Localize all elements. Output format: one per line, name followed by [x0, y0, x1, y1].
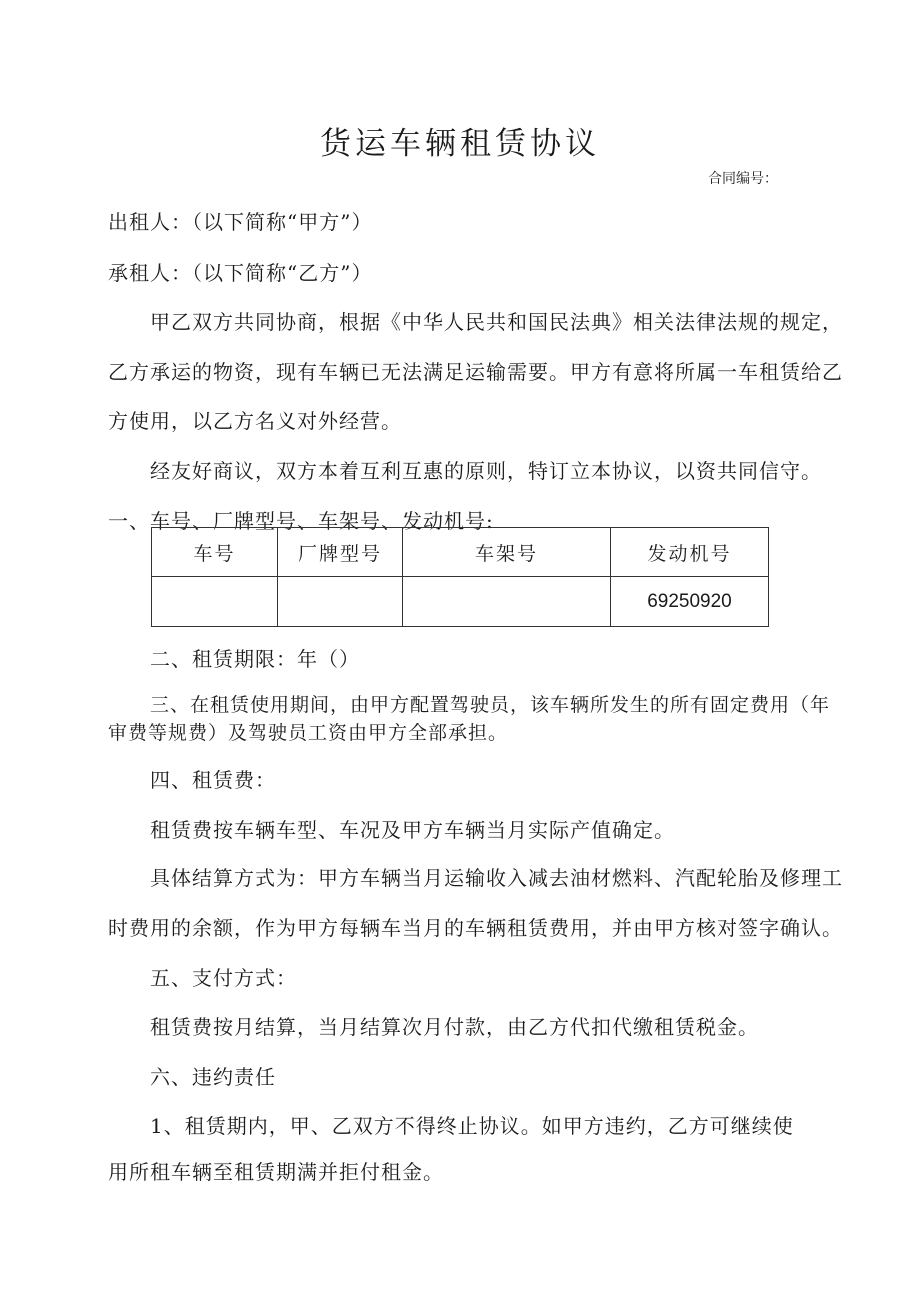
- contract-number-label: 合同编号：: [708, 171, 778, 187]
- table-header-cell: 车架号: [403, 528, 611, 577]
- lessee-line: 承租人：（以下简称“乙方”）: [108, 261, 373, 285]
- preamble-line-3: 方使用，以乙方名义对外经营。: [108, 409, 402, 433]
- table-header-cell: 厂牌型号: [278, 528, 403, 577]
- agreement-statement: 经友好商议，双方本着互利互惠的原则，特订立本协议，以资共同信守。: [150, 459, 822, 483]
- section-3-line-2: 审费等规费）及驾驶员工资由甲方全部承担。: [108, 722, 509, 744]
- section-6-item-1-line-2: 用所租车辆至租赁期满并拒付租金。: [108, 1160, 444, 1184]
- section-6-item-1-line-1: 1、租赁期内，甲、乙双方不得终止协议。如甲方违约，乙方可继续使: [150, 1114, 794, 1138]
- section-6-heading: 六、违约责任: [150, 1065, 276, 1089]
- document-title: 货运车辆租赁协议: [320, 126, 600, 162]
- table-header-row: [152, 528, 769, 577]
- section-4-method-line-1: 具体结算方式为：甲方车辆当月运输收入减去油材燃料、汽配轮胎及修理工: [150, 866, 843, 890]
- section-1-heading: 一、车号、厂牌型号、车架号、发动机号:: [108, 509, 494, 533]
- table-row: [152, 577, 769, 627]
- table-header-cell: 车号: [152, 528, 278, 577]
- preamble-line-2: 乙方承运的物资，现有车辆已无法满足运输需要。甲方有意将所属一车租赁给乙: [108, 360, 843, 384]
- table-header-cell: 发动机号: [611, 528, 769, 577]
- section-5-text: 租赁费按月结算，当月结算次月付款，由乙方代扣代缴租赁税金。: [150, 1015, 759, 1039]
- section-5-heading: 五、支付方式：: [150, 966, 297, 990]
- section-4-basis: 租赁费按车辆车型、车况及甲方车辆当月实际产值确定。: [150, 818, 675, 842]
- table-cell: [278, 577, 403, 627]
- section-2-lease-term: 二、租赁期限：年（）: [150, 647, 360, 671]
- vehicle-info-table: [151, 527, 769, 627]
- table-cell: [403, 577, 611, 627]
- section-4-heading: 四、租赁费：: [150, 768, 276, 792]
- section-3-line-1: 三、在租赁使用期间，由甲方配置驾驶员，该车辆所发生的所有固定费用（年: [150, 694, 831, 716]
- lessor-line: 出租人：（以下简称“甲方”）: [108, 210, 373, 234]
- section-4-method-line-2: 时费用的余额，作为甲方每辆车当月的车辆租赁费用，并由甲方核对签字确认。: [108, 916, 843, 940]
- table-cell: [152, 577, 278, 627]
- table-cell: 69250920: [611, 577, 769, 627]
- preamble-line-1: 甲乙双方共同协商，根据《中华人民共和国民法典》相关法律法规的规定，: [150, 310, 843, 334]
